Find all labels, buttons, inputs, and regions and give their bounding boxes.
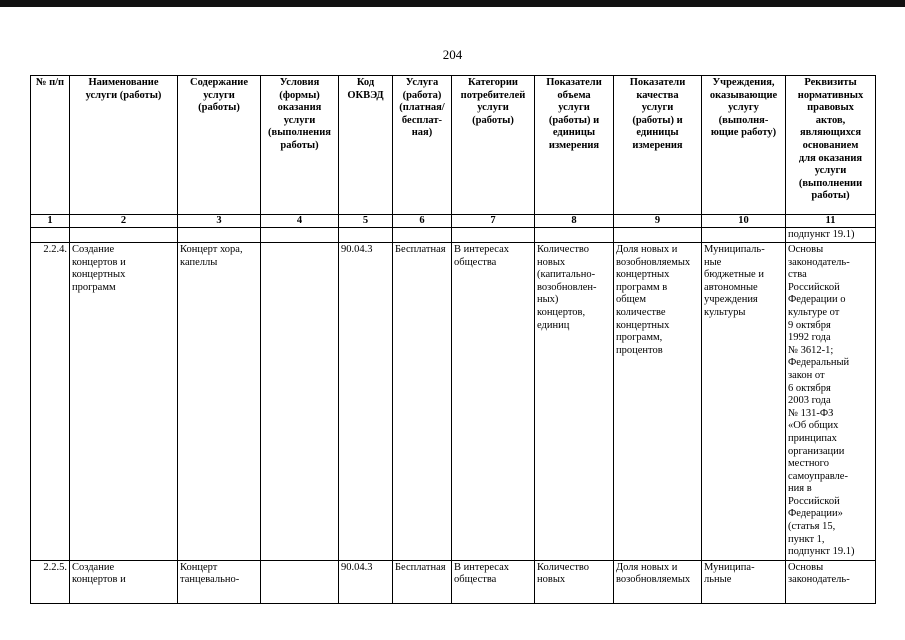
column-number: 10	[702, 215, 786, 228]
consumer-category: В интересах общества	[452, 560, 535, 603]
header-cell: № п/п	[31, 76, 70, 215]
page-number: 204	[442, 47, 463, 62]
quality-indicator: Доля новых и возобновляемых концертных программ в общем количестве концертных программ, процентов	[614, 243, 702, 561]
column-number-row	[31, 215, 876, 228]
service-content: Концерт хора, капеллы	[178, 243, 261, 561]
service-conditions	[261, 243, 339, 561]
service-name: Создание концертов и концертных программ	[70, 243, 178, 561]
header-cell: Содержание услуги (работы)	[178, 76, 261, 215]
column-number: 1	[31, 215, 70, 228]
header-row	[31, 76, 876, 215]
okved-code: 90.04.3	[339, 243, 393, 561]
column-number: 9	[614, 215, 702, 228]
institutions: Муниципа- льные	[702, 560, 786, 603]
header-cell: Показатели объема услуги (работы) и единицы измерения	[535, 76, 614, 215]
column-number: 4	[261, 215, 339, 228]
service-name: Создание концертов и	[70, 560, 178, 603]
column-number: 8	[535, 215, 614, 228]
column-number: 7	[452, 215, 535, 228]
continuation-row	[31, 228, 876, 243]
column-number: 5	[339, 215, 393, 228]
table-row	[31, 560, 876, 603]
scan-top-border	[0, 0, 905, 7]
column-number: 2	[70, 215, 178, 228]
header-cell: Условия (формы) оказания услуги (выполнения работы)	[261, 76, 339, 215]
table-row	[31, 243, 876, 561]
column-number: 6	[393, 215, 452, 228]
service-content: Концерт танцевально-	[178, 560, 261, 603]
header-cell: Категории потребителей услуги (работы)	[452, 76, 535, 215]
continuation-text: подпункт 19.1)	[786, 228, 876, 243]
header-cell: Наименование услуги (работы)	[70, 76, 178, 215]
column-number: 3	[178, 215, 261, 228]
legal-basis: Основы законодатель- ства Российской Федерации о культуре от 9 октября 1992 года № 3612-1; Федеральный закон от 6 октября 2003 года № 131-ФЗ «Об общих принципах организации местного самоуправле- ния в Российской Федерации» (статья 15, пункт 1, подпункт 19.1)	[786, 243, 876, 561]
institutions: Муниципаль- ные бюджетные и автономные учреждения культуры	[702, 243, 786, 561]
header-cell: Код ОКВЭД	[339, 76, 393, 215]
consumer-category: В интересах общества	[452, 243, 535, 561]
paid-status: Бесплатная	[393, 560, 452, 603]
header-cell: Реквизиты нормативных правовых актов, являющихся основанием для оказания услуги (выполнении работы)	[786, 76, 876, 215]
header-cell: Услуга (работа) (платная/ бесплат- ная)	[393, 76, 452, 215]
volume-indicator: Количество новых (капитально- возобновлен- ных) концертов, единиц	[535, 243, 614, 561]
volume-indicator: Количество новых	[535, 560, 614, 603]
paid-status: Бесплатная	[393, 243, 452, 561]
okved-code: 90.04.3	[339, 560, 393, 603]
legal-basis: Основы законодатель-	[786, 560, 876, 603]
row-number: 2.2.5.	[31, 560, 70, 603]
row-number: 2.2.4.	[31, 243, 70, 561]
service-conditions	[261, 560, 339, 603]
quality-indicator: Доля новых и возобновляемых	[614, 560, 702, 603]
column-number: 11	[786, 215, 876, 228]
services-table	[30, 75, 876, 604]
header-cell: Показатели качества услуги (работы) и единицы измерения	[614, 76, 702, 215]
header-cell: Учреждения, оказывающие услугу (выполня- ющие работу)	[702, 76, 786, 215]
